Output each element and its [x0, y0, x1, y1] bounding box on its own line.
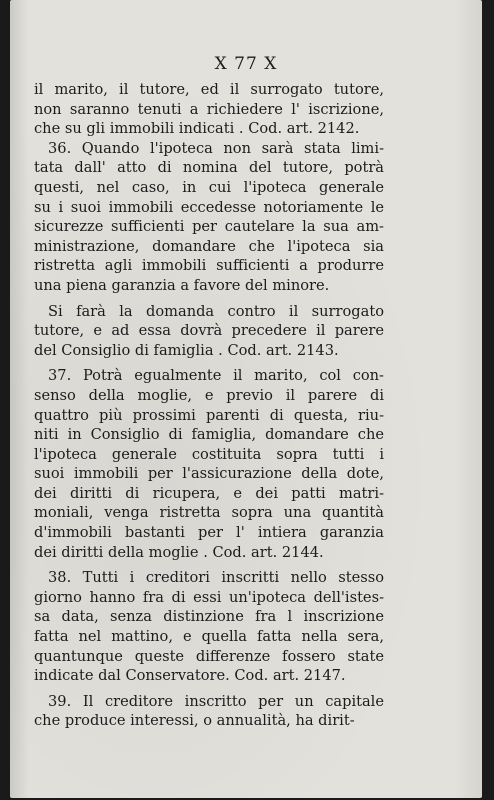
text-line: tata dall' atto di nomina del tutore, potrà	[34, 159, 384, 177]
paragraph	[34, 139, 384, 296]
text-line: del Consiglio di famiglia . Cod. art. 2143.	[34, 341, 339, 359]
text-line: che su gli immobili indicati . Cod. art. 2142.	[34, 120, 360, 138]
text-line: su i suoi immobili eccedesse notoriamente le	[34, 198, 384, 216]
text-line: 36. Quando l'ipoteca non sarà stata limi-	[48, 139, 384, 157]
paragraph	[34, 302, 384, 361]
text-line: il marito, il tutore, ed il surrogato tutore,	[34, 81, 384, 98]
text-line: Si farà la domanda contro il surrogato	[48, 302, 384, 320]
text-line: che produce interessi, o annualità, ha dirit-	[34, 712, 355, 730]
paragraph	[34, 692, 384, 731]
text-line: dei diritti di ricupera, e dei patti matri-	[34, 484, 384, 502]
text-line: una piena garanzia a favore del minore.	[34, 276, 330, 294]
text-line: suoi immobili per l'assicurazione della dote,	[34, 465, 384, 483]
paragraph	[34, 366, 384, 562]
text-line: giorno hanno fra di essi un'ipoteca dell'istes-	[34, 588, 384, 606]
text-line: senso della moglie, e previo il parere di	[34, 386, 384, 404]
paragraph	[34, 568, 384, 686]
text-line: non saranno tenuti a richiedere l' iscrizione,	[34, 100, 384, 118]
text-line: ristretta agli immobili sufficienti a produrre	[34, 257, 384, 275]
body-text	[34, 80, 384, 731]
book-page	[10, 0, 482, 798]
text-line: questi, nel caso, in cui l'ipoteca generale	[34, 178, 384, 196]
text-line: fatta nel mattino, e quella fatta nella sera,	[34, 628, 384, 646]
paragraph	[34, 80, 384, 139]
text-line: tutore, e ad essa dovrà precedere il parere	[34, 322, 384, 340]
text-line: quantunque queste differenze fossero state	[34, 647, 384, 665]
text-line: d'immobili bastanti per l' intiera garanzia	[34, 524, 384, 542]
text-line: sa data, senza distinzione fra l inscrizione	[34, 608, 384, 626]
text-line: 38. Tutti i creditori inscritti nello stesso	[48, 569, 384, 587]
text-line: quattro più prossimi parenti di questa, riu-	[34, 406, 384, 424]
text-line: 39. Il creditore inscritto per un capitale	[48, 692, 384, 710]
text-line: niti in Consiglio di famiglia, domandare che	[34, 426, 384, 444]
text-line: ministrazione, domandare che l'ipoteca sia	[34, 237, 384, 255]
text-line: moniali, venga ristretta sopra una quantità	[34, 504, 384, 522]
text-line: 37. Potrà egualmente il marito, col con-	[48, 367, 384, 385]
text-line: l'ipoteca generale costituita sopra tutti i	[34, 445, 384, 463]
text-line: dei diritti della moglie . Cod. art. 2144.	[34, 543, 324, 561]
text-line: sicurezze sufficienti per cautelare la sua am-	[34, 218, 384, 236]
page-header: X 77 X	[214, 54, 278, 74]
text-line: indicate dal Conservatore. Cod. art. 2147.	[34, 667, 346, 685]
